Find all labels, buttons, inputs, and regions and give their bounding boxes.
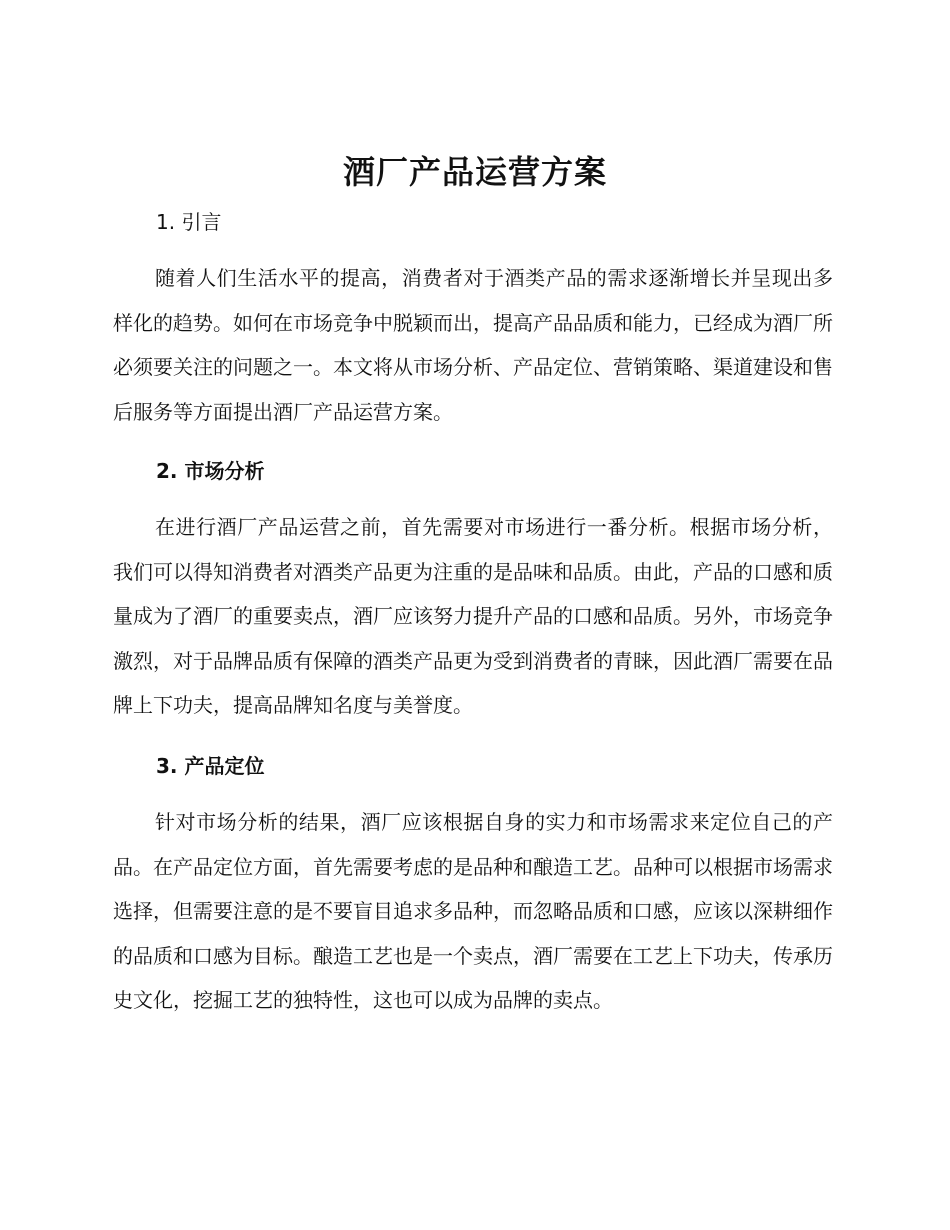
- section-paragraph-product-positioning: 针对市场分析的结果，酒厂应该根据自身的实力和市场需求来定位自己的产品。在产品定位方面，首先需要考虑的是品种和酿造工艺。品种可以根据市场需求选择，但需要注意的是不要盲目追求多品种，而忽略品质和口感，应该以深耕细作的品质和口感为目标。酿造工艺也是一个卖点，酒厂需要在工艺上下功夫，传承历史文化，挖掘工艺的独特性，这也可以成为品牌的卖点。: [113, 810, 833, 1012]
- section-heading-market-analysis: 2. 市场分析: [156, 459, 265, 483]
- section-paragraph-introduction: 随着人们生活水平的提高，消费者对于酒类产品的需求逐渐增长并呈现出多样化的趋势。如何在市场竞争中脱颖而出，提高产品品质和能力，已经成为酒厂所必须要关注的问题之一。本文将从市场分析、产品定位、营销策略、渠道建设和售后服务等方面提出酒厂产品运营方案。: [113, 266, 833, 424]
- section-heading-product-positioning: 3. 产品定位: [156, 754, 265, 778]
- document-title: 酒厂产品运营方案: [342, 153, 607, 191]
- section-paragraph-market-analysis: 在进行酒厂产品运营之前，首先需要对市场进行一番分析。根据市场分析，我们可以得知消费者对酒类产品更为注重的是品味和品质。由此，产品的口感和质量成为了酒厂的重要卖点，酒厂应该努力提升产品的口感和品质。另外，市场竞争激烈，对于品牌品质有保障的酒类产品更为受到消费者的青睐，因此酒厂需要在品牌上下功夫，提高品牌知名度与美誉度。: [113, 515, 833, 717]
- section-heading-introduction: 1. 引言: [156, 210, 222, 234]
